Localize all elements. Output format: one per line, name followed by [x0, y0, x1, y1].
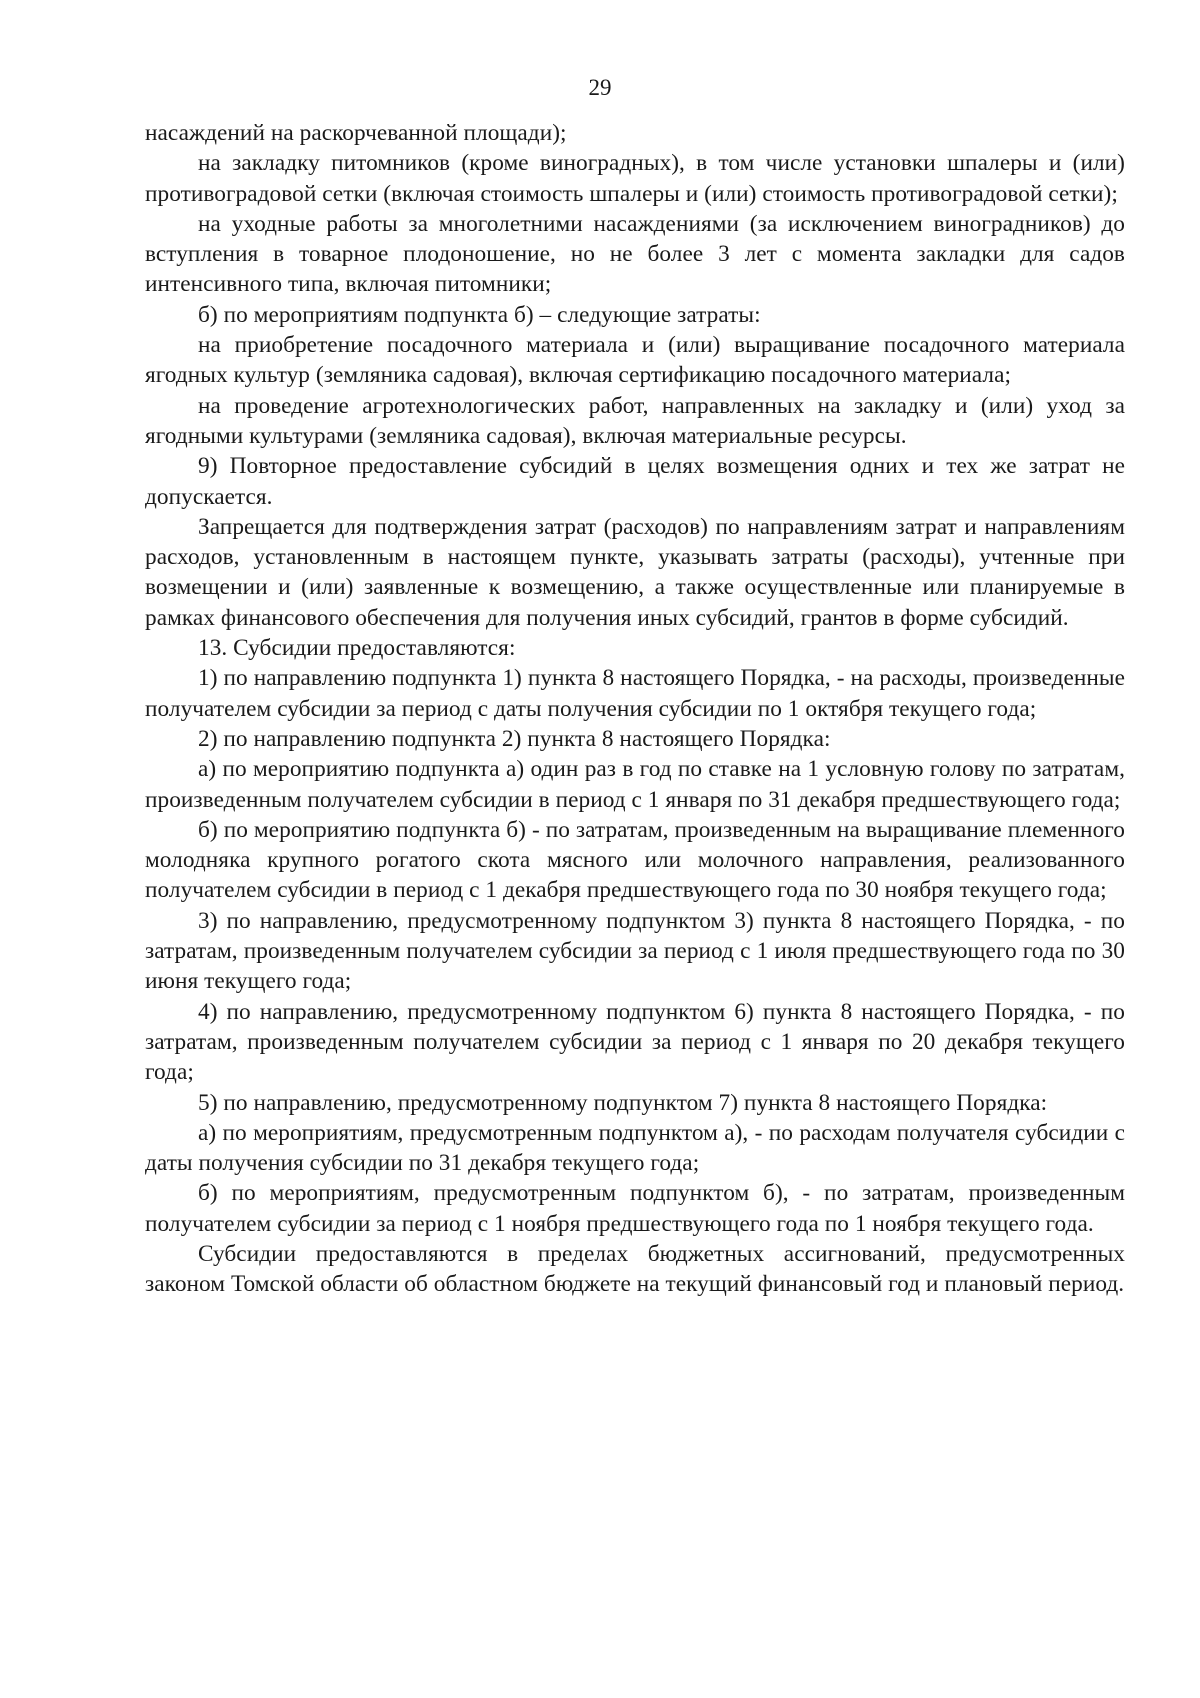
paragraph-13-2: 2) по направлению подпункта 2) пункта 8 настоящего Порядка: — [198, 725, 831, 752]
paragraph-13-3: 3) по направлению, предусмотренному подпунктом 3) пункта 8 настоящего Порядка, - по затратам, произведенным получателем субсидии за период с 1 июля предшествующего года по 30 июня текущего года; — [145, 907, 1125, 995]
paragraph-planting-material: на приобретение посадочного материала и (или) выращивание посадочного материала ягодных культур (земляника садовая), включая сертификацию посадочного материала; — [145, 332, 1125, 389]
paragraph-subitem-b-costs: б) по мероприятиям подпункта б) – следующие затраты: — [198, 301, 761, 328]
paragraph-13-1: 1) по направлению подпункта 1) пункта 8 настоящего Порядка, - на расходы, произведенные получателем субсидии за период с даты получения субсидии по 1 октября текущего года; — [145, 665, 1125, 722]
paragraph-nursery-planting: на закладку питомников (кроме виноградных), в том числе установки шпалеры и (или) противоградовой сетки (включая стоимость шпалеры и (или) стоимость противоградовой сетки); — [145, 150, 1125, 207]
page-number: 29 — [588, 75, 612, 100]
paragraph-maintenance-work: на уходные работы за многолетними насаждениями (за исключением виноградников) до вступления в товарное плодоношение, но не более 3 лет с момента закладки для садов интенсивного типа, включая питомники; — [145, 210, 1125, 298]
paragraph-13-2-b: б) по мероприятию подпункта б) - по затратам, произведенным на выращивание племенного молодняка крупного рогатого скота мясного или молочного направления, реализованного получателем субсидии в период с 1 декабря предшествующего года по 30 ноября текущего года; — [145, 816, 1125, 904]
paragraph-budget-limits: Субсидии предоставляются в пределах бюджетных ассигнований, предусмотренных законом Томской области об областном бюджете на текущий финансовый год и плановый период. — [145, 1240, 1125, 1298]
document-body — [145, 118, 1125, 1300]
paragraph-13-5: 5) по направлению, предусмотренному подпунктом 7) пункта 8 настоящего Порядка: — [198, 1089, 1048, 1116]
paragraph-13-5-a: а) по мероприятиям, предусмотренным подпунктом а), - по расходам получателя субсидии с даты получения субсидии по 31 декабря текущего года; — [145, 1119, 1125, 1177]
paragraph-continuation: насаждений на раскорчеванной площади); — [145, 120, 567, 146]
paragraph-agrotech-works: на проведение агротехнологических работ, направленных на закладку и (или) уход за ягодными культурами (земляника садовая), включая материальные ресурсы. — [145, 392, 1125, 449]
paragraph-13-5-b: б) по мероприятиям, предусмотренным подпунктом б), - по затратам, произведенным получателем субсидии за период с 1 ноября предшествующего года по 1 ноября текущего года. — [145, 1180, 1125, 1237]
paragraph-item-13: 13. Субсидии предоставляются: — [198, 635, 516, 662]
paragraph-13-4: 4) по направлению, предусмотренному подпунктом 6) пункта 8 настоящего Порядка, - по затратам, произведенным получателем субсидии за период с 1 января по 20 декабря текущего года; — [145, 998, 1125, 1086]
paragraph-item-9: 9) Повторное предоставление субсидий в целях возмещения одних и тех же затрат не допускается. — [145, 453, 1125, 510]
paragraph-13-2-a: а) по мероприятию подпункта а) один раз в год по ставке на 1 условную голову по затратам, произведенным получателем субсидии в период с 1 января по 31 декабря предшествующего года; — [145, 756, 1125, 813]
paragraph-prohibition: Запрещается для подтверждения затрат (расходов) по направлениям затрат и направлениям расходов, установленным в настоящем пункте, указывать затраты (расходы), учтенные при возмещении и (или) заявленные к возмещению, а также осуществленные или планируемые в рамках финансового обеспечения для получения иных субсидий, грантов в форме субсидий. — [145, 513, 1125, 631]
